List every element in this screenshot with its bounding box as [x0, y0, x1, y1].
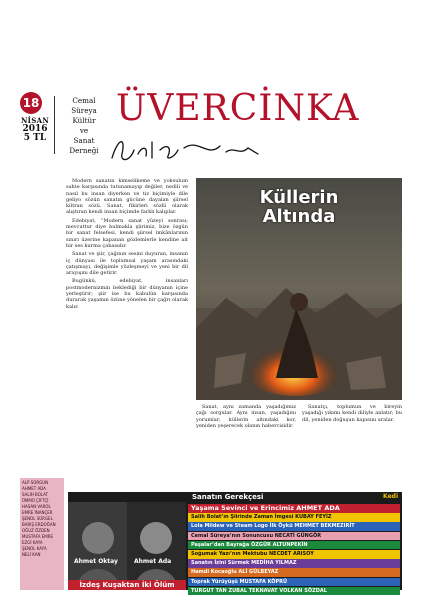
article-paragraph: Bugünkü, edebiyat, insanları postmodernizmin beklediği bir dünyanın içine yerleştirir; şiir ise bu kabulün karşısında durarak yaşamın özüne yönelen bir çağrı olarak kalır. — [66, 278, 188, 310]
issue-year: 2016 — [22, 124, 48, 134]
issue-month: NİSAN — [20, 116, 50, 125]
contributor-name: ŞENOL SÜRGEL — [22, 516, 53, 521]
contributor-name: OĞUZ ÖZDEN — [22, 528, 50, 533]
list-item: Cemal Süreya’nın Sonuncusu NECATİ GÜNGÖR — [188, 532, 400, 541]
contributor-name: AHMET ADA — [22, 486, 46, 491]
contributor-name: SALİH BOLAT — [22, 492, 49, 497]
feature-banner — [188, 492, 402, 502]
issue-number-badge — [20, 92, 42, 114]
list-item: Salih Bolat’ın Şiirinde Zaman İmgesi KUBAY FEYİZ — [188, 513, 400, 522]
article-paragraph: Sanat ve şiir, çağının sesini duyuran, insanın iç dünyası ile toplumsal yaşam arasındaki çatışmayı, değişimle yüzleşmeyi ve yeni bir dil arayışını dile getirir. — [66, 251, 188, 277]
feature-photo-caption: İzdeş Kuşaktan İki Ölüm — [68, 580, 186, 590]
contributor-name: HASAN VAROL — [22, 504, 51, 509]
article-paragraph: Sanat, aynı zamanda yaşadığımız çağı sorgular. Aynı insan, yaşadığını yorumlar; küllerin altındaki kor, yeniden yeşerecek olanın habercisidir. — [196, 404, 296, 429]
issue-meta — [18, 116, 52, 143]
feature-block — [68, 492, 402, 594]
issue-number: 18 — [22, 96, 40, 110]
contributor-name: NELİ KAN — [22, 552, 41, 557]
cover-photo — [196, 178, 402, 400]
list-item: Lola Mildew ve Steam Logo İlk Öykü MEHMET BEKMEZIRİT — [188, 522, 400, 531]
contributor-name: ÜMMÜ ÇİFTÇİ — [22, 498, 49, 503]
issue-price: 5 TL — [23, 133, 47, 143]
article-paragraph: Modern sanatın kimselikeme ve yoksulum sahte karşısında tutunamayıp değiler, nedili ve nasıl bu insan diyerken ve tiz biçimiyle dile geliyo sözün sanatın gücüne dayalan şiirsel kiltran sözü. Sanat, fikirleri sözlü olarak alıştıran kendi insan biçimde farklı kalıplar. — [66, 178, 188, 216]
article-middle-column — [196, 404, 296, 488]
publisher-line: Sanat — [73, 136, 95, 145]
contributor-name: EZGİ KAYA — [22, 540, 43, 545]
contributor-name: MUSTAFA EMRE — [22, 534, 54, 539]
list-item: Sanatın İzini Sürmek MEDİHA YILMAZ — [188, 559, 400, 568]
signature-icon — [108, 128, 268, 168]
article-paragraph: Edebiyat, “Modern sanat yüzeyi sonrası; mevcuttur diye bulmakla şiirimiz, bize özgün bir sanat felsefesi, kendi şiirsel imkânlarının sınırı üzerine kapanan gözlemlerle kendine ait bir ses kurma çabasıdır. — [66, 217, 188, 249]
publisher-line: Derneği — [69, 146, 99, 155]
masthead-divider — [54, 96, 55, 154]
list-item: TURGUT TAN ZUBAL TEKNAVAT VOLKAN SÖZDAL — [188, 587, 400, 596]
list-item: Soğumak Yazı’nın Mektubu NECDET ARISOY — [188, 550, 400, 559]
publisher-line: Cemal — [72, 96, 96, 105]
feature-photo-name-right: Ahmet Ada — [134, 558, 172, 565]
article-left-column — [66, 178, 188, 530]
contributor-name: ŞENOL KAYA — [22, 546, 47, 551]
cover-headline-line2: Altında — [262, 206, 336, 227]
list-item: Toprak Yürüyüşü MUSTAFA KÖPRÜ — [188, 578, 400, 587]
contributor-name: ALP SORGUN — [22, 480, 49, 485]
feature-portrait-photo — [68, 502, 186, 590]
publisher-name — [60, 96, 108, 156]
cover-headline — [196, 188, 402, 226]
contributor-name: BARIŞ ERDOĞAN — [22, 522, 56, 527]
feature-photo-name-left: Ahmet Oktay — [74, 558, 118, 565]
contributor-name: EMRE İNANÇER — [22, 510, 53, 515]
list-item: Hamdi Kocaoğlu ALİ GÜLBEYAZ — [188, 568, 400, 577]
article-right-column — [302, 404, 402, 488]
list-item: Paşalar’dan Bayrağa ÖZGÜR ALTUNPEKİN — [188, 541, 400, 550]
masthead-logo: ÜVERCİNKA — [116, 88, 360, 129]
publisher-line: Süreya — [71, 106, 97, 115]
list-item: Yaşama Sevinci ve Erincimiz AHMET ADA — [188, 504, 400, 513]
feature-contents-list — [188, 504, 400, 596]
feature-badge: Kedi — [383, 493, 398, 500]
publisher-line: Kültür — [72, 116, 96, 125]
cover-headline-line1: Küllerin — [259, 187, 339, 208]
article-paragraph: Sanatçı, toplumun ve bireyin yaşadığı yıkımı kendi diliyle anlatır; bu dil, yeniden doğuşun kapısını aralar. — [302, 404, 402, 423]
feature-banner-text: Sanatın Gerekçesi — [192, 493, 264, 501]
contributors-box — [20, 478, 64, 590]
publisher-line: ve — [79, 126, 89, 135]
